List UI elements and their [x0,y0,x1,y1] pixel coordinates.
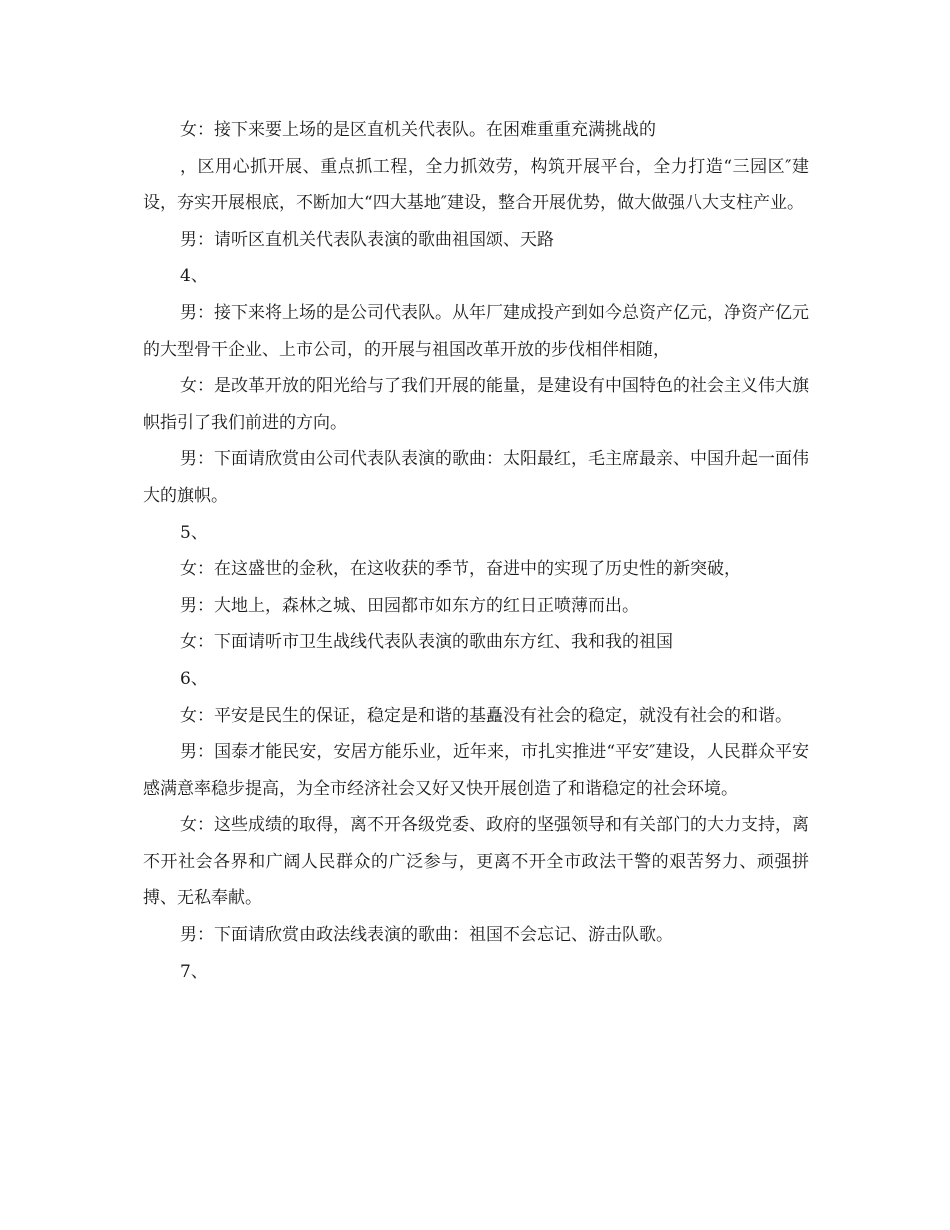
paragraph-12: 女：这些成绩的取得，离不开各级党委、政府的坚强领导和有关部门的大力支持，离不开社会各界和广阔人民群众的广泛参与，更离不开全市政法干警的艰苦努力、顽强拼搏、无私奉献。 [143,815,809,909]
paragraph-3: 男：请听区直机关代表队表演的歌曲祖国颂、天路 [180,229,554,250]
section-number-5: 5、 [180,522,208,543]
paragraph-13: 男：下面请欣赏由政法线表演的歌曲：祖国不会忘记、游击队歌。 [180,925,673,946]
paragraph-4: 男：接下来将上场的是公司代表队。从年厂建成投产到如今总资产亿元，净资产亿元的大型骨干企业、上市公司，的开展与祖国改革开放的步伐相伴相随， [143,302,809,360]
paragraph-9: 女：下面请听市卫生战线代表队表演的歌曲东方红、我和我的祖国 [180,632,673,653]
paragraph-5: 女：是改革开放的阳光给与了我们开展的能量，是建设有中国特色的社会主义伟大旗帜指引了我们前进的方向。 [143,376,809,433]
paragraph-11: 男：国泰才能民安，安居方能乐业，近年来，市扎实推进“平安″建设，人民群众平安感满意率稳步提高，为全市经济社会又好又快开展创造了和谐稳定的社会环境。 [143,742,809,799]
paragraph-8: 男：大地上，森林之城、田园都市如东方的红日正喷薄而出。 [180,595,639,616]
paragraph-6: 男：下面请欣赏由公司代表队表演的歌曲：太阳最红，毛主席最亲、中国升起一面伟大的旗帜。 [143,449,809,506]
paragraph-2: ，区用心抓开展、重点抓工程，全力抓效劳，构筑开展平台，全力打造“三园区″建设，夯实开展根底，不断加大“四大基地″建设，整合开展优势，做大做强八大支柱产业。 [143,156,809,214]
section-number-6: 6、 [180,668,208,689]
paragraph-10: 女：平安是民生的保证，稳定是和谐的基矗没有社会的稳定，就没有社会的和谐。 [180,705,792,726]
section-number-7: 7、 [180,961,208,982]
paragraph-7: 女：在这盛世的金秋，在这收获的季节，奋进中的实现了历史性的新突破， [180,559,741,580]
section-number-4: 4、 [180,266,208,287]
paragraph-1: 女：接下来要上场的是区直机关代表队。在困难重重充满挑战的 [180,120,656,140]
document-body [143,112,809,990]
